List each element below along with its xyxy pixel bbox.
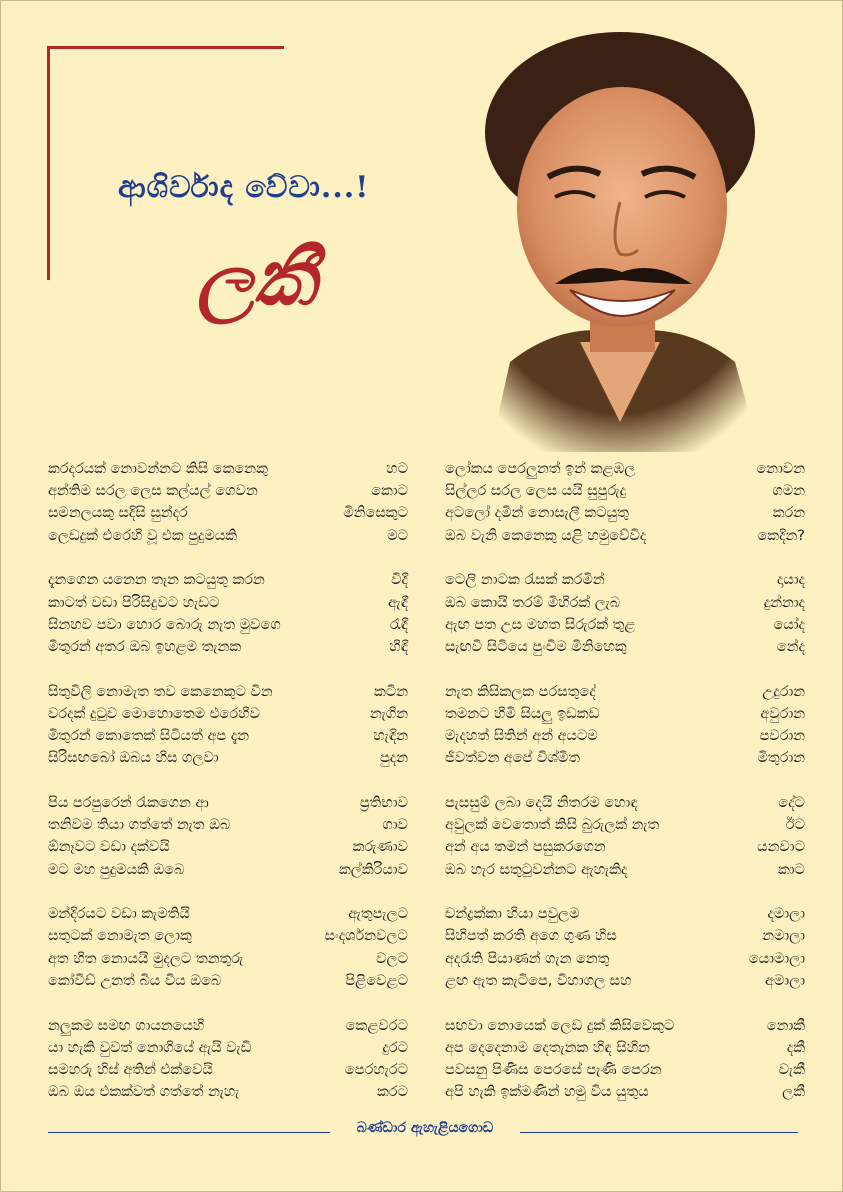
poem-line-rhyme: ඇඳී	[388, 594, 408, 611]
poem-line	[445, 1015, 805, 1037]
poem-line-rhyme: පුදන	[379, 750, 408, 767]
poem-line	[48, 458, 408, 480]
poem-line-rhyme: කාට	[778, 861, 805, 878]
poem-line-rhyme: ඇතුපැලට	[348, 906, 408, 923]
poem-line-rhyme: ගමන	[772, 483, 805, 500]
author-name: බණ්ඩාර ඇහැළියගොඩ	[356, 1120, 494, 1136]
stanza	[48, 792, 408, 881]
stanza	[48, 1015, 408, 1104]
honoree-name: ලකී	[196, 233, 316, 322]
poem-line-text: තමනට හිමි සියලු ඉඩකඩ	[445, 705, 600, 722]
poem-line-rhyme: රැඳී	[389, 616, 408, 633]
poem-line-text: වරදක් දුටුව මොහොතෙම එරෙහිව	[48, 705, 260, 722]
poem-line	[48, 1015, 408, 1037]
poem-left-column	[48, 458, 408, 1126]
poem-line-rhyme: දායාද	[776, 572, 805, 589]
poem-line	[445, 614, 805, 636]
poem-line	[48, 725, 408, 747]
poem-line-rhyme: අමාලා	[765, 972, 805, 989]
poem-line	[445, 480, 805, 502]
blessing-title: ආශිර්වාද වේවා...!	[118, 170, 370, 205]
poem-line	[445, 703, 805, 725]
poem-line	[48, 903, 408, 925]
poem-line-rhyme: නැගින	[370, 705, 408, 722]
poem-line-rhyme: දේට	[778, 794, 805, 811]
poem-line	[48, 859, 408, 881]
poem-line-rhyme: කෙදින?	[757, 527, 805, 544]
poem-line	[48, 1059, 408, 1081]
poem-line-text: කරදරයක් නොවන්නට කිසි කෙනෙකු	[48, 461, 268, 477]
poem-line-rhyme: සංදර්ශනවලට	[324, 928, 408, 945]
stanza	[445, 1015, 805, 1104]
poem-line	[48, 836, 408, 858]
poem-line	[445, 681, 805, 703]
poem-line-text: පවසනු පිණිස පෙරසේ පැණි පෙරන	[445, 1061, 662, 1078]
poem-line	[445, 836, 805, 858]
poem-line-rhyme: කල්කිරියාව	[339, 861, 408, 878]
poem-line-text: මැදහත් සිතින් අන් අයටම	[445, 728, 598, 745]
poem-line	[445, 502, 805, 524]
poem-line-text: සමහරු හිස් අතින් එක්වෙයි	[48, 1061, 213, 1078]
poem-line-rhyme: දකී	[786, 1039, 805, 1056]
poem-line-rhyme: යනවාට	[757, 839, 805, 856]
footer-divider-right	[520, 1132, 798, 1133]
poem-line-text: මට මහ පුදුමයකි ඔබෙ	[48, 861, 185, 878]
poem-line	[48, 948, 408, 970]
poem-line	[445, 814, 805, 836]
poem-line-text: ළඟ ඇත කැටිපෙ, විහාගල සහ	[445, 972, 632, 989]
poem-line-text: සිතුවිලි නොමැත තව කෙනෙකුට වින	[48, 683, 273, 700]
poem-line-text: සැඟවී සිටියෙ පුංචිම මිනිහෙකු	[445, 638, 627, 655]
poem-line-text: අන් අය තමන් පසුකරගෙන	[445, 839, 606, 856]
poem-right-column	[445, 458, 805, 1126]
poem-line-rhyme: හැඳින	[373, 728, 408, 745]
poem-line	[445, 1037, 805, 1059]
poem-line-text: අපි හැකි ඉක්මණින් හමු විය යුතුය	[445, 1084, 649, 1101]
stanza	[445, 569, 805, 658]
poem-line-rhyme: මට	[387, 527, 408, 544]
poem-line-text: ටෙලි නාටක රැසක් කරමින්	[445, 572, 605, 589]
poem-line-rhyme: නොකී	[766, 1017, 805, 1034]
corner-line-horizontal	[47, 46, 284, 49]
poem-line-rhyme: පවරාන	[759, 728, 805, 745]
poem-line-text: ඔබ වැනි කෙනෙකු යළි හමුවේවිද	[445, 527, 647, 544]
poem-line-rhyme: දමාලා	[767, 906, 805, 923]
poem-line	[445, 792, 805, 814]
poem-line	[445, 636, 805, 658]
poem-line-text: ඔබ කොයි තරම් මිහිරක් ලැබ	[445, 594, 621, 611]
poem-line-text: යා හැකි වුවත් නොගියේ ඇයි වැඩි	[48, 1039, 252, 1056]
poem-line-rhyme: පිළිවෙළට	[345, 972, 408, 989]
poem-line-rhyme: උදුරාන	[762, 683, 805, 700]
poem-line-rhyme: යෝද	[773, 616, 805, 633]
poem-line-text: මන්දිරයට වඩා කැමතියි	[48, 906, 190, 923]
poem-line	[48, 636, 408, 658]
stanza	[48, 903, 408, 992]
poem-line	[48, 747, 408, 769]
poem-line-rhyme: ප්‍රතිභාව	[359, 794, 408, 811]
poem-line-text: සිහිපත් කරති අගෙ ගුණ හිස	[445, 928, 617, 945]
poem-line-rhyme: යොමාලා	[748, 950, 805, 967]
poem-line	[48, 502, 408, 524]
poem-line	[445, 1081, 805, 1103]
poem-line-text: සතුටක් නොමැත ලොකු	[48, 928, 192, 945]
poem-line	[48, 569, 408, 591]
poem-line	[48, 925, 408, 947]
poem-line-text: කාටත් වඩා පිරිසිදුවට හැඩට	[48, 594, 220, 611]
poem-line-text: ඕනෑවට වඩා දක්වයි	[48, 839, 170, 856]
poem-line-rhyme: හිඳී	[389, 638, 408, 655]
poem-line-text: ඔබ ඔය එකක්වත් ගත්තේ නැහැ	[48, 1084, 240, 1101]
poem-line-rhyme: කෙළවරට	[345, 1017, 408, 1034]
poem-line-rhyme: මිනිසෙකුට	[343, 505, 408, 522]
poem-line-text: තනිවම තියා ගත්තේ නැත ඔබ	[48, 817, 231, 834]
poem-line-text: පැසසුම් ලබා දෙයි නිතරම හොඳ	[445, 794, 638, 811]
poem-line	[445, 569, 805, 591]
poem-line	[48, 970, 408, 992]
poem-line-rhyme: කරන	[772, 505, 805, 522]
poem-line-rhyme: කොට	[371, 483, 408, 500]
poem-line-text: ඇඟ පත උස මහත සිරුරක් තුළ	[445, 616, 636, 633]
poem-line	[445, 747, 805, 769]
poem-line-rhyme: නේද	[776, 638, 805, 655]
poem-line	[48, 525, 408, 547]
poem-line-rhyme: ගාව	[382, 817, 408, 834]
stanza	[48, 458, 408, 547]
poem-line-rhyme: නොවන	[756, 461, 805, 477]
stanza	[48, 569, 408, 658]
poem-line-rhyme: මිතුරාන	[757, 750, 805, 767]
corner-line-vertical	[47, 46, 50, 280]
poem-line-text: සමනලයකු සදිසි සුන්දර	[48, 505, 188, 522]
poem-line	[445, 859, 805, 881]
poem-line	[48, 592, 408, 614]
poem-line-text: සිරිසඟබෝ ඔබය හිස ගලවා	[48, 750, 219, 767]
poem-line	[445, 970, 805, 992]
poem-line	[445, 592, 805, 614]
poem-line	[48, 614, 408, 636]
poem-line	[48, 703, 408, 725]
portrait-image	[470, 22, 770, 452]
poem-line-rhyme: වැකී	[778, 1061, 805, 1078]
stanza	[445, 681, 805, 770]
poem-line	[48, 480, 408, 502]
poem-line	[48, 681, 408, 703]
poem-line-rhyme: හට	[386, 461, 408, 477]
poem-line-rhyme: පෙරහැරට	[344, 1061, 408, 1078]
poem-line-text: කෝවිඩ් උනත් බිය විය ඔබෙ	[48, 972, 222, 989]
stanza	[48, 681, 408, 770]
poem-line-rhyme: විදී	[391, 572, 408, 589]
poem-line-rhyme: ඊට	[785, 817, 805, 834]
poem-line	[48, 1037, 408, 1059]
poem-line-text: සිල්ලර සරල ලෙස යයි සුපුරුදු	[445, 483, 627, 500]
poem-line-text: අප දෙදෙනාම දෙතැනක හිඳ සිහින	[445, 1039, 650, 1056]
poem-line-text: මිතුරන් අතර ඔබ ඉහළම තැනක	[48, 638, 242, 655]
poem-line	[445, 525, 805, 547]
stanza	[445, 903, 805, 992]
stanza	[445, 458, 805, 547]
poem-line-text: අටලෝ දමින් නොසැලී කටයුතු	[445, 505, 629, 522]
poem-line-rhyme: දුරට	[382, 1039, 408, 1056]
poem-line-text: දැනගෙන යනෙන තැන කටයුතු කරන	[48, 572, 265, 589]
poem-line-rhyme: අවුරාන	[760, 705, 805, 722]
poem-line-text: ඔබ හැර සතුටුවන්නට ඇහැකිද	[445, 861, 628, 878]
poem-line-text: නලුකම සමඟ ගායනයෙහි	[48, 1017, 205, 1034]
poem-line-text: මිතුරන් කොතෙක් සිටියත් අප දැන	[48, 728, 250, 745]
poem-line-rhyme: ලකී	[782, 1084, 805, 1101]
poem-line	[48, 1081, 408, 1103]
poem-line-text: පිය පරපුරෙන් රැකගෙන ආ	[48, 794, 209, 811]
poem-line-text: අත හිත නොයයි මුදලට තනතුරු	[48, 950, 244, 967]
poem-line-text: සඟවා නොයෙක් ලෙඩ දුක් කිසිවෙකුට	[445, 1017, 675, 1034]
poem-line-text: අන්තිම සරල ලෙස කල්යල් ගෙවන	[48, 483, 258, 500]
poem-line	[48, 792, 408, 814]
poem-line	[48, 814, 408, 836]
footer-divider-left	[48, 1132, 330, 1133]
poem-line-rhyme: කරුණාව	[352, 839, 408, 856]
poem-line-text: ලෙඩදුක් එරෙහි වූ එක පුදුමයකි	[48, 527, 238, 544]
poem-line-rhyme: දුන්නාද	[763, 594, 805, 611]
poem-line-rhyme: කටින	[374, 683, 408, 700]
poem-line-rhyme: කරට	[377, 1084, 408, 1101]
poem-line	[445, 1059, 805, 1081]
poem-line	[445, 903, 805, 925]
poem-line	[445, 948, 805, 970]
poem-line	[445, 925, 805, 947]
poem-line-text: සිනහව පවා හොර බොරු නැත මුවගෙ	[48, 616, 281, 633]
poem-line-text: චන්ද්‍රක්කා හියා පවුලම	[445, 906, 580, 923]
poem-line-text: අදරැති පියාණන් ගැන නෙතු	[445, 950, 610, 967]
poem-line	[445, 725, 805, 747]
stanza	[445, 792, 805, 881]
poem-line-rhyme: වලට	[376, 950, 408, 967]
poem-line-text: නැත කිසිකලක පරසතුදේ	[445, 683, 596, 700]
poem-line-text: ලෝකය පෙරලුනත් ඉන් කළඹල	[445, 461, 636, 477]
poem-line-rhyme: නමාලා	[762, 928, 805, 945]
poem-line-text: ජීවත්වන අපේ විශ්මිත	[445, 750, 581, 767]
poem-line-text: අවුලක් වෙතොත් කිසි බුරුලක් නැත	[445, 817, 660, 834]
poem-line	[445, 458, 805, 480]
